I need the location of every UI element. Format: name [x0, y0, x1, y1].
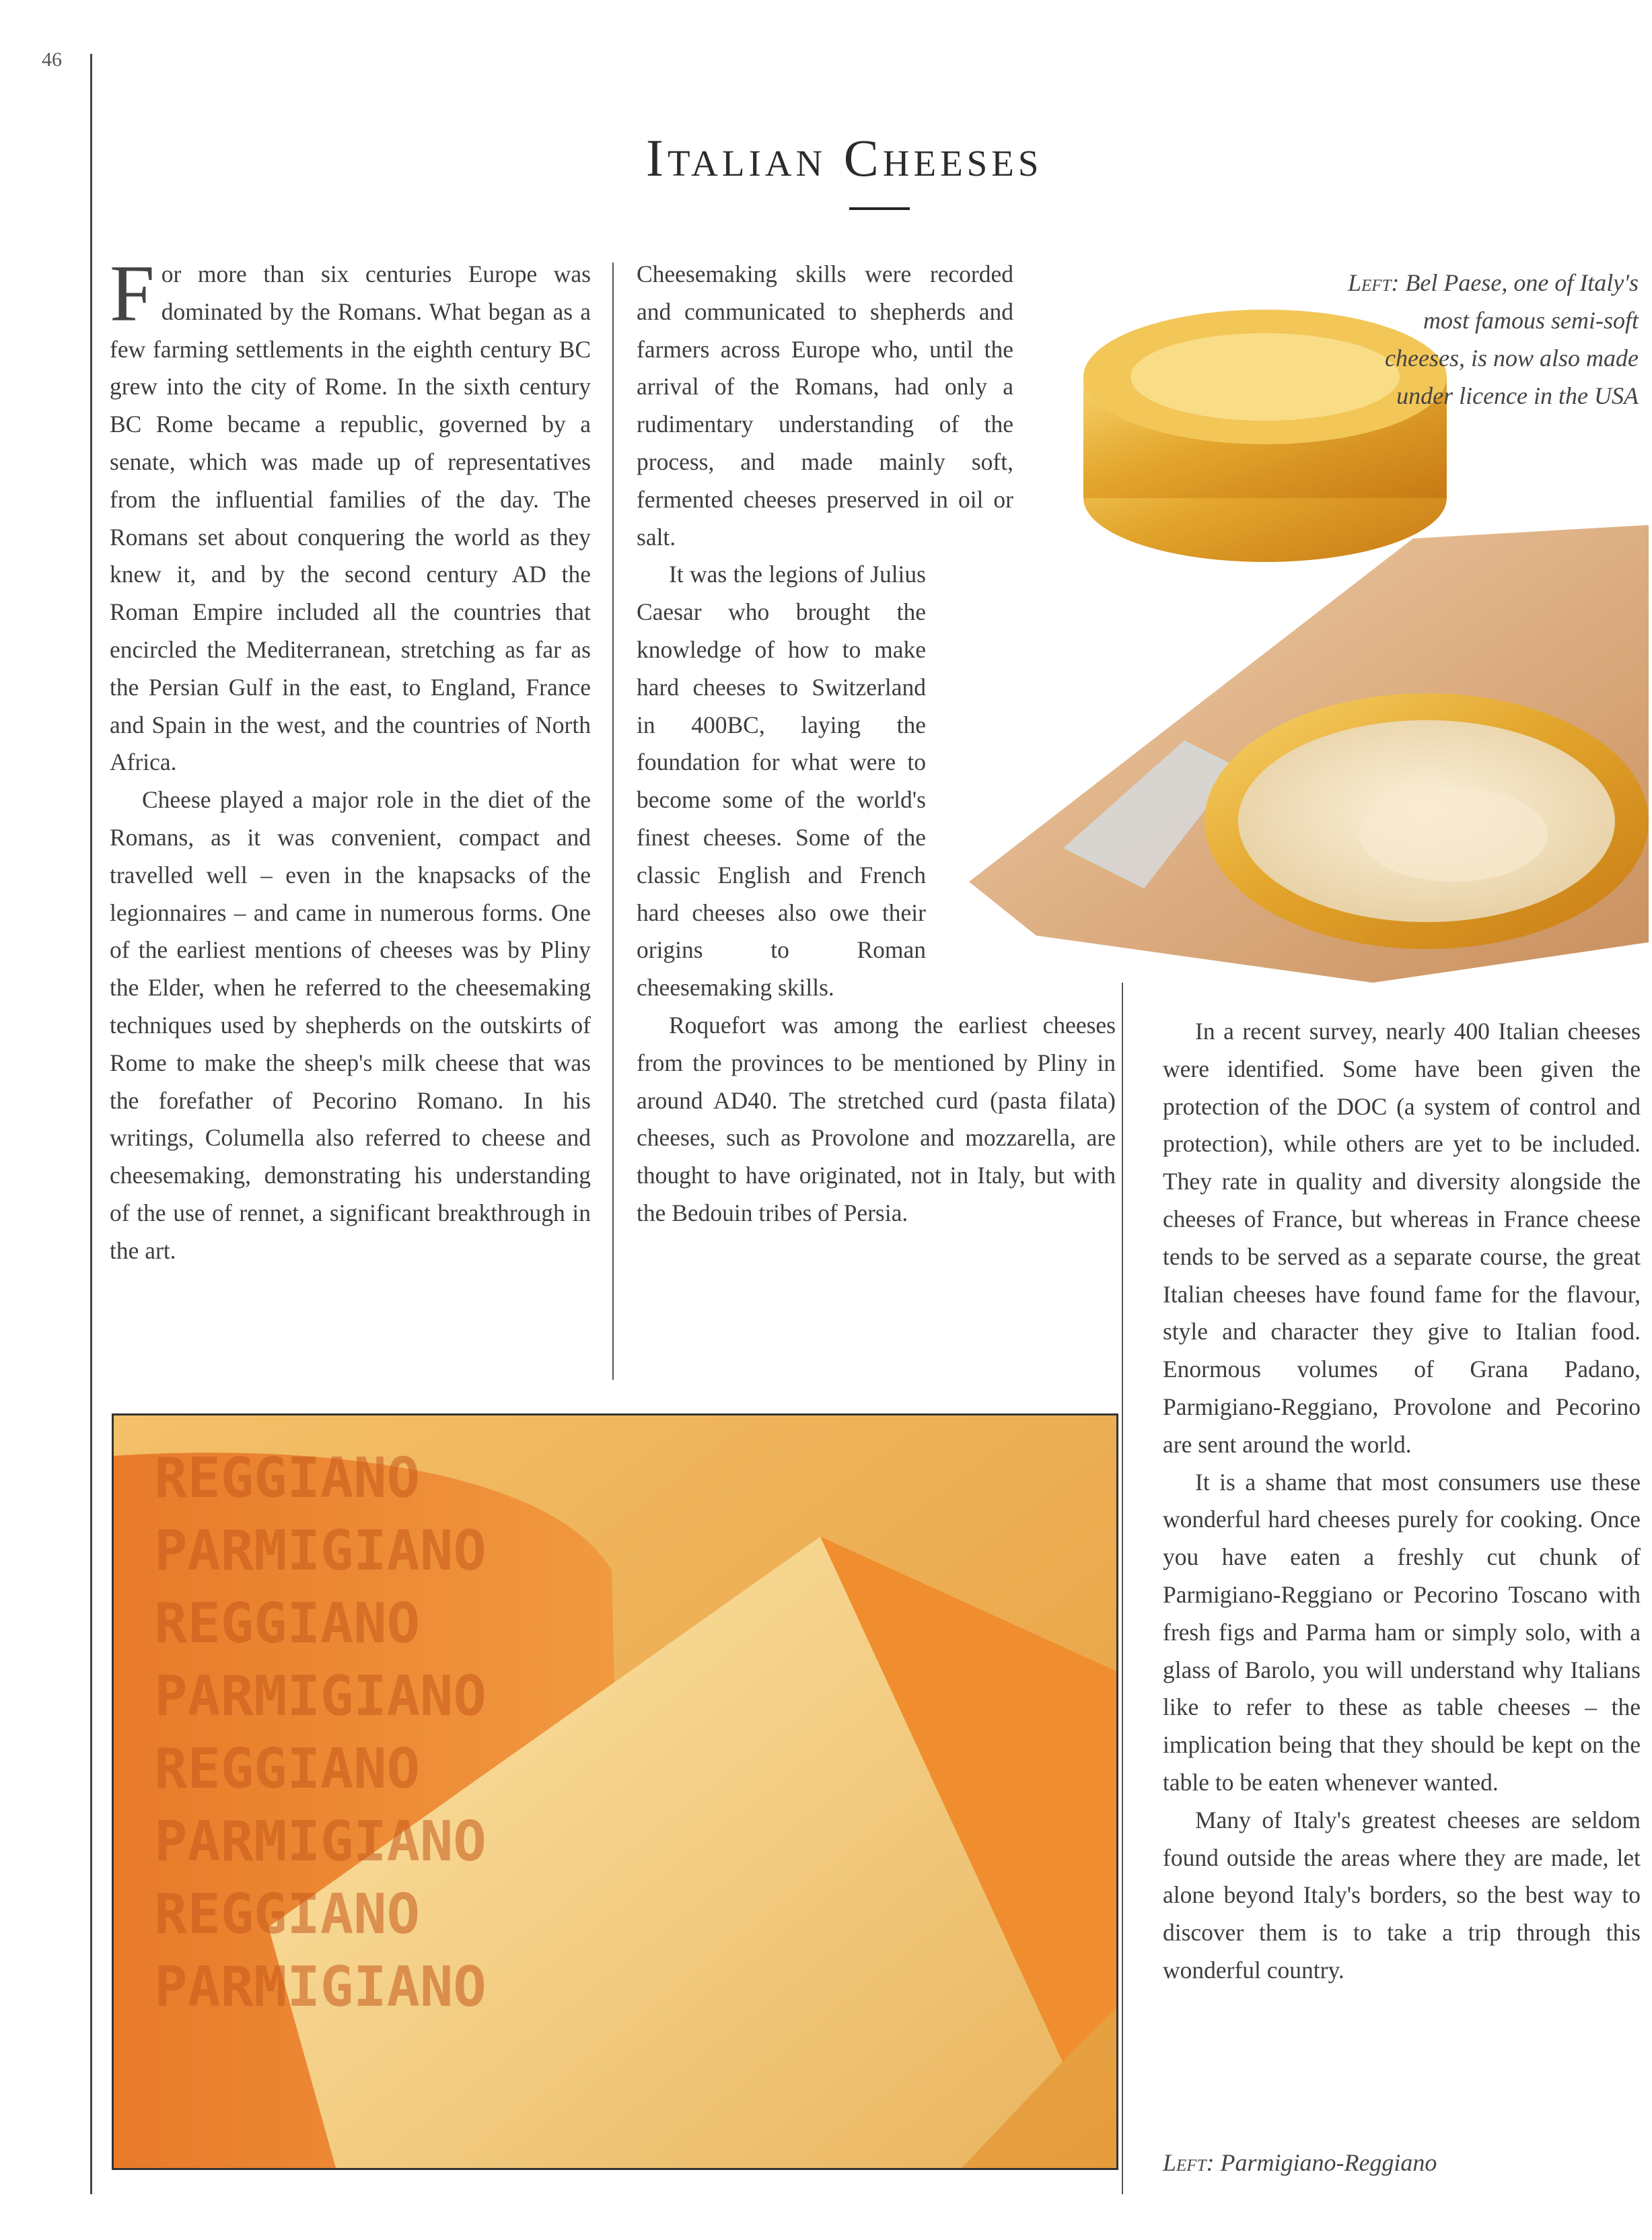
rind-lettering-line: REGGIANO: [154, 1883, 420, 1947]
column-3-paragraph-2: It is a shame that most consumers use these wonderful hard cheeses purely for cooking. Once you have eaten a freshly cut chunk of Parmigiano-Reggiano or Pecorino Toscano with fresh figs and Parma ham or simply solo, with a glass of Barolo, you will understand why Italians like to refer to these as table cheeses – the implication being that they should be kept on the table to be eaten whenever wanted.: [1163, 1468, 1641, 1796]
column-2-paragraph-1: Cheesemaking skills were recorded and communicated to shepherds and farmers across Europe who, until the arrival of the Romans, had only a rudimentary understanding of the process, and made mainly soft, fermented cheeses preserved in oil or salt.: [637, 260, 1013, 551]
title-underline: [849, 207, 910, 210]
column-divider: [612, 262, 614, 1380]
page-title: Italian Cheeses: [646, 129, 1043, 187]
column-1-paragraph-2: Cheese played a major role in the diet of the Romans, as it was convenient, compact and travelled well – even in the knapsacks of the legionnaires – and came in numerous forms. One of the earliest mentions of cheeses was by Pliny the Elder, when he referred to the cheesemaking techniques used by shepherds on the outskirts of Rome to make the sheep's milk cheese that was the forefather of Pecorino Romano. In his writings, Columella also referred to cheese and cheesemaking, demonstrating his understanding of the use of rennet, a significant breakthrough in the art.: [110, 786, 591, 1264]
rind-lettering-line: PARMIGIANO: [154, 1519, 487, 1583]
drop-cap: F: [110, 248, 155, 338]
rind-lettering-line: REGGIANO: [154, 1446, 420, 1510]
parmigiano-photo: [112, 1413, 1118, 2170]
rind-lettering-line: REGGIANO: [154, 1737, 420, 1801]
caption-bel-paese: [1339, 264, 1639, 415]
rind-lettering-line: PARMIGIANO: [154, 1810, 487, 1874]
column-1: [110, 248, 591, 1270]
rind-lettering-line: PARMIGIANO: [154, 1665, 487, 1728]
caption-lead: Left:: [1347, 269, 1400, 296]
column-2-paragraph-2: It was the legions of Julius Caesar who brought the knowledge of how to make hard cheeses to Switzerland in 400BC, laying the foundation for what were to become some of the world's finest cheeses. Some of the classic English and French hard cheeses also owe their origins to Roman cheesemaking skills.: [637, 561, 926, 1002]
column-3-paragraph-1: In a recent survey, nearly 400 Italian cheeses were identified. Some have been given the protection of the DOC (a system of control and protection), while others are yet to be included. They rate in quality and diversity alongside the cheeses of France, but whereas in France cheese tends to be served as a separate course, the great Italian cheeses have found fame for the flavour, style and character they give to Italian food. Enormous volumes of Grana Padano, Parmigiano-Reggiano, Provolone and Pecorino are sent around the world.: [1163, 1018, 1641, 1458]
column-2-paragraph-3: Roquefort was among the earliest cheeses from the provinces to be mentioned by Pliny in around AD40. The stretched curd (pasta filata) cheeses, such as Provolone and mozzarella, are thought to have originated, not in Italy, but with the Bedouin tribes of Persia.: [637, 1011, 1116, 1226]
margin-rule: [90, 54, 92, 2194]
column-3: [1163, 1013, 1641, 1990]
caption-lead: Left:: [1163, 2149, 1215, 2176]
column-3-paragraph-3: Many of Italy's greatest cheeses are seldom found outside the areas where they are made, let alone beyond Italy's borders, so the best way to discover them is to take a trip through this wonderful country.: [1163, 1806, 1641, 1984]
column-1-paragraph-1: [110, 248, 591, 781]
rind-lettering: [154, 1442, 487, 2024]
rind-lettering-line: REGGIANO: [154, 1592, 420, 1656]
column-divider-2: [1122, 983, 1123, 2194]
caption-text: Parmigiano-Reggiano: [1220, 2149, 1437, 2176]
caption-text: Bel Paese, one of Italy's most famous semi-soft cheeses, is now also made under licence in the USA: [1385, 269, 1639, 409]
column-1-paragraph-1-text: or more than six centuries Europe was dominated by the Romans. What began as a few farming settlements in the eighth century BC grew into the city of Rome. In the sixth century BC Rome became a republic, governed by a senate, which was made up of representatives from the influential families of the day. The Romans set about conquering the world as they knew it, and by the second century AD the Roman Empire included all the countries that encircled the Mediterranean, stretching as far as the Persian Gulf in the east, to England, France and Spain in the west, and the countries of North Africa.: [110, 260, 591, 776]
rind-lettering-line: PARMIGIANO: [154, 1955, 487, 2019]
column-2: [637, 256, 1116, 1232]
caption-parmigiano: [1163, 2144, 1634, 2181]
page-number: 46: [42, 48, 62, 71]
